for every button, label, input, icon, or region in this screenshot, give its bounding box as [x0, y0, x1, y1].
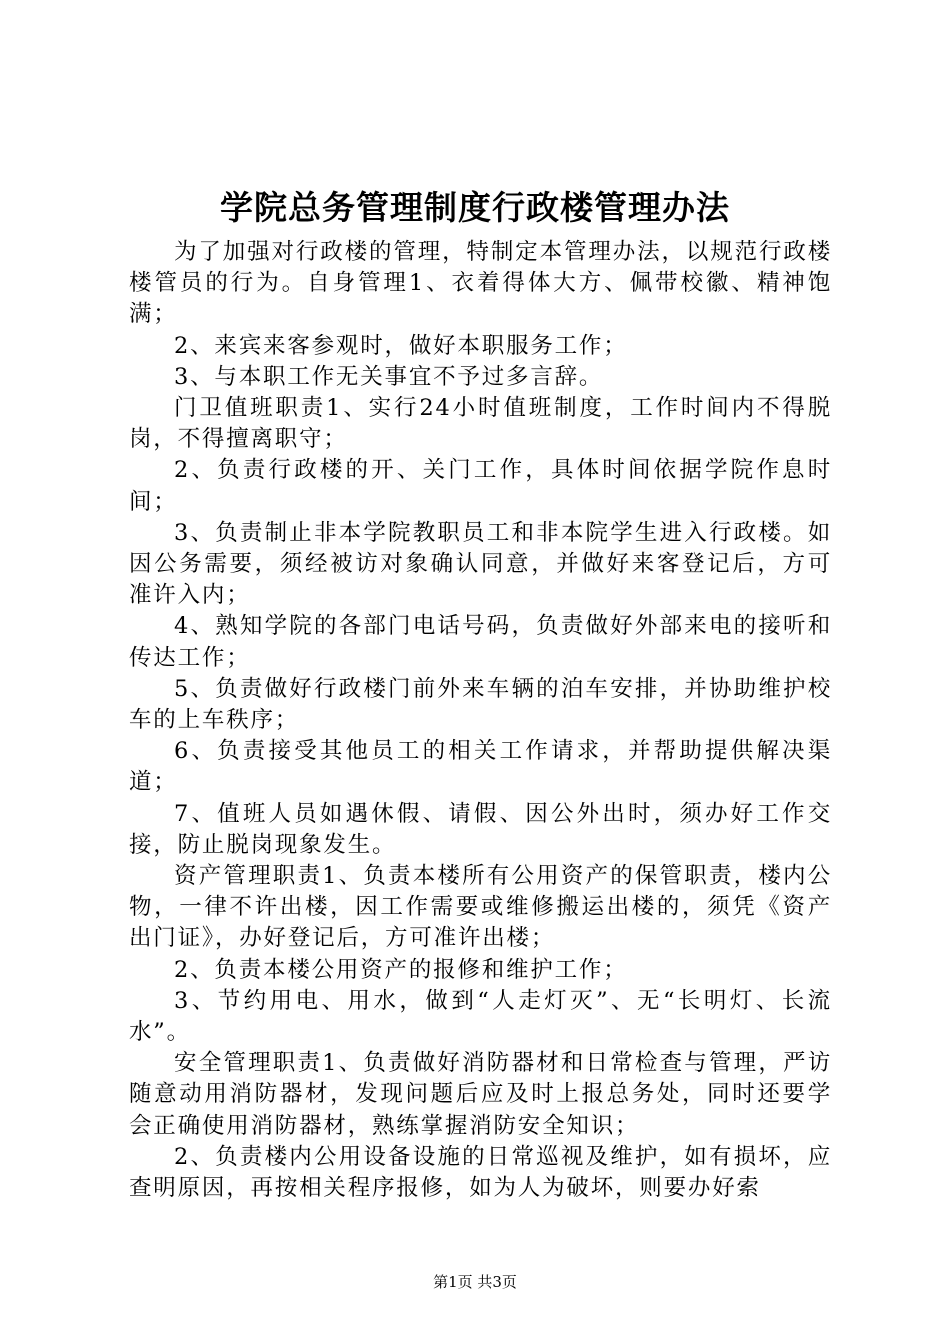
paragraph: 4、熟知学院的各部门电话号码，负责做好外部来电的接听和传达工作；: [129, 613, 832, 671]
paragraph: 5、负责做好行政楼门前外来车辆的泊车安排，并协助维护校车的上车秩序；: [129, 675, 832, 734]
document-body: [129, 237, 832, 1204]
paragraph: 7、值班人员如遇休假、请假、因公外出时，须办好工作交接，防止脱岗现象发生。: [129, 800, 832, 858]
paragraph: 3、负责制止非本学院教职员工和非本院学生进入行政楼。如因公务需要，须经被访对象确认同意，并做好来客登记后，方可准许入内；: [129, 519, 832, 609]
document-title: 学院总务管理制度行政楼管理办法: [220, 188, 730, 227]
paragraph: 安全管理职责1、负责做好消防器材和日常检查与管理，严访随意动用消防器材，发现问题后应及时上报总务处，同时还要学会正确使用消防器材，熟练掌握消防安全知识；: [129, 1050, 832, 1139]
paragraph: 6、负责接受其他员工的相关工作请求，并帮助提供解决渠道；: [129, 738, 832, 796]
paragraph: 2、来宾来客参观时，做好本职服务工作；: [174, 332, 628, 359]
paragraph: 3、与本职工作无关事宜不予过多言辞。: [174, 363, 604, 390]
paragraph: 2、负责本楼公用资产的报修和维护工作；: [174, 956, 628, 983]
paragraph: 2、负责行政楼的开、关门工作，具体时间依据学院作息时间；: [129, 457, 832, 515]
paragraph: 门卫值班职责1、实行24小时值班制度，工作时间内不得脱岗，不得擅离职守；: [129, 395, 832, 453]
paragraph: 为了加强对行政楼的管理，特制定本管理办法，以规范行政楼楼管员的行为。自身管理1、衣着得体大方、佩带校徽、精神饱满；: [129, 239, 832, 328]
page-number-footer: 第1页 共3页: [433, 1273, 517, 1291]
paragraph: 2、负责楼内公用设备设施的日常巡视及维护，如有损坏，应查明原因，再按相关程序报修，如为人为破坏，则要办好索: [129, 1143, 832, 1202]
paragraph: 3、节约用电、用水，做到“人走灯灭”、无“长明灯、长流水”。: [129, 987, 832, 1046]
paragraph: 资产管理职责1、负责本楼所有公用资产的保管职责，楼内公物，一律不许出楼，因工作需要或维修搬运出楼的，须凭《资产出门证》，办好登记后，方可准许出楼；: [129, 863, 832, 952]
